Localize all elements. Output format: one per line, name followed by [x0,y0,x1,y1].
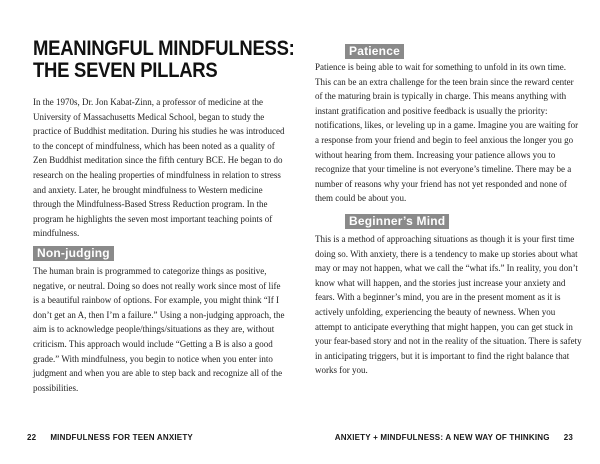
section-heading-non-judging: Non-judging [33,246,114,261]
chapter-title-line-1: MEANINGFUL MINDFULNESS: [33,37,295,60]
right-page [300,0,600,464]
non-judging-paragraph: The human brain is programmed to categorize things as positive, negative, or neutral. Doing so does not really work since most of life is a beautiful rainbow of options. For example, you might think “If I don’t get an A, then I’m a failure.” Using a non-judging approach, the aim is to acknowledge people/things/situations as they are, without criticism. This approach would include “Getting a B is also a good grade.” With mindfulness, you begin to notice when you enter into judgment and when you are able to step back and recognize all of the possibilities. [33,266,285,393]
page-number-left: 22 [27,433,37,442]
running-footer-chapter-title: ANXIETY + MINDFULNESS: A NEW WAY OF THINKING [334,433,550,442]
intro-paragraph: In the 1970s, Dr. Jon Kabat-Zinn, a professor of medicine at the University of Massachusetts Medical School, began to study the practice of Buddhist meditation. During his studies he was introduced to the concept of mindfulness, which has been noted as a quality of Zen Buddhist meditation since the fifth century BCE. He began to do research on the healing properties of mindfulness in relation to stress and anxiety. Later, he brought mindfulness to Western medicine through the Mindfulness-Based Stress Reduction program. In the program he highlights the seven most important teaching points of mindfulness. [33,97,285,239]
page-number-right: 23 [563,433,573,442]
left-page-footer [27,433,193,442]
patience-paragraph: Patience is being able to wait for something to unfold in its own time. This can be an extra challenge for the teen brain since the reward center of the maturing brain is typically in charge. This means anything with instant gratification and positive feedback is usually the priority: notifications, likes, or leveling up in a game. Imagine you are waiting for a response from your friend and begin to feel anxious the longer you go without hearing from them. Increasing your patience allows you to recognize that your timeline is not everyone’s timeline. There may be a number of reasons why your friend has not yet responded and none of them could be about you. [315,62,579,204]
chapter-title-line-2: THE SEVEN PILLARS [33,59,218,82]
beginners-mind-paragraph: This is a method of approaching situations as though it is your first time doing so. With anxiety, there is a tendency to make up stories about what may or may not happen, what we call the “what ifs.” In reality, you don’t know what will happen, and the stories just increase your anxiety and fears. With a beginner’s mind, you are in the present moment as it is actively unfolding, experiencing the beauty of newness. When you attempt to anticipate everything that might happen, you can get stuck in your fear-based story and not in the reality of the situation. There is safety in anticipating triggers, but it is important to find the right balance that works for you. [315,234,582,376]
section-heading-beginners-mind: Beginner’s Mind [345,214,449,229]
chapter-title [33,37,295,82]
section-heading-patience: Patience [345,44,404,59]
right-page-footer [335,433,573,442]
running-footer-book-title: MINDFULNESS FOR TEEN ANXIETY [50,433,193,442]
